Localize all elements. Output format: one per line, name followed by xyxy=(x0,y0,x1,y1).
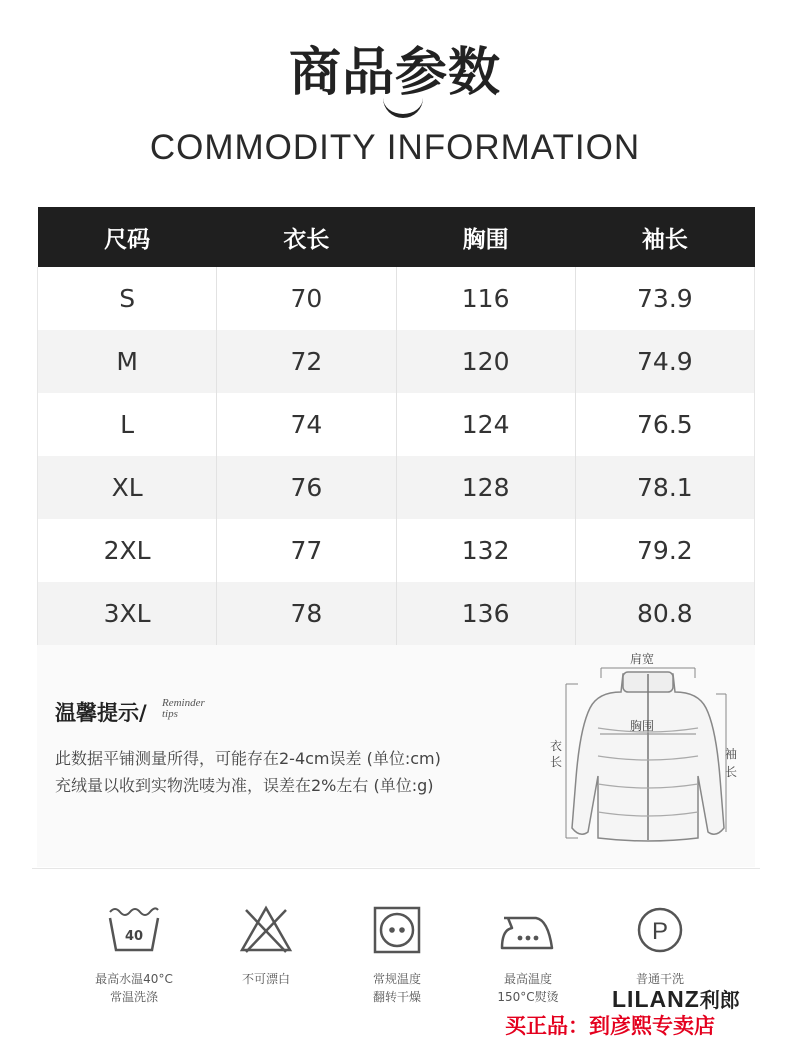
care-label-line1: 不可漂白 xyxy=(241,972,290,986)
table-row xyxy=(38,456,755,519)
table-row xyxy=(38,582,755,646)
cell-chest: 116 xyxy=(396,267,575,330)
tips-title-en-line1: Reminder xyxy=(162,697,205,709)
tips-line-measurement: 此数据平铺测量所得，可能存在2-4cm误差 (单位:cm) xyxy=(55,749,441,768)
care-item-dryclean xyxy=(585,904,735,988)
length-label-1: 衣 xyxy=(550,739,563,753)
length-label-2: 长 xyxy=(550,755,563,769)
column-header-chest: 胸围 xyxy=(396,207,575,267)
cell-size: S xyxy=(38,267,217,330)
cell-length: 77 xyxy=(217,519,396,582)
table-row xyxy=(38,393,755,456)
cell-sleeve: 79.2 xyxy=(575,519,754,582)
care-item-iron xyxy=(453,904,603,1006)
cell-length: 76 xyxy=(217,456,396,519)
care-label-line2: 150°C熨烫 xyxy=(497,990,559,1004)
cell-sleeve: 74.9 xyxy=(575,330,754,393)
store-banner: 买正品：到彦熙专卖店 xyxy=(505,1013,715,1038)
tips-title: 温馨提示/ xyxy=(55,701,147,725)
jacket-measure-diagram xyxy=(548,648,748,848)
cell-chest: 124 xyxy=(396,393,575,456)
cell-chest: 128 xyxy=(396,456,575,519)
brand-logo xyxy=(612,984,740,1013)
tips-line-down-fill: 充绒量以收到实物洗唛为准，误差在2%左右 (单位:g) xyxy=(55,776,434,795)
care-item-wash xyxy=(59,904,209,1006)
cell-chest: 120 xyxy=(396,330,575,393)
cell-sleeve: 78.1 xyxy=(575,456,754,519)
care-label-line1: 最高水温40°C xyxy=(95,972,173,986)
wash-40-icon xyxy=(106,904,162,956)
size-table xyxy=(37,207,755,646)
cell-length: 78 xyxy=(217,582,396,646)
care-item-bleach xyxy=(191,904,341,988)
cell-size: L xyxy=(38,393,217,456)
cell-size: M xyxy=(38,330,217,393)
care-label-line1: 最高温度 xyxy=(503,972,552,986)
column-header-sleeve: 袖长 xyxy=(575,207,754,267)
tumble-dry-icon xyxy=(369,904,425,956)
cell-chest: 132 xyxy=(396,519,575,582)
wash-temp-text: 40 xyxy=(124,929,144,944)
smile-decoration xyxy=(383,96,423,118)
tips-title-en-line2: tips xyxy=(162,708,178,720)
page-subtitle: COMMODITY INFORMATION xyxy=(149,128,641,167)
column-header-length: 衣长 xyxy=(217,207,396,267)
cell-size: 2XL xyxy=(38,519,217,582)
cell-size: 3XL xyxy=(38,582,217,646)
page-title: 商品参数 xyxy=(288,43,501,103)
cell-sleeve: 73.9 xyxy=(575,267,754,330)
care-label-line2: 常温洗涤 xyxy=(109,990,158,1004)
cell-chest: 136 xyxy=(396,582,575,646)
dry-clean-letter: P xyxy=(651,918,669,945)
table-row xyxy=(38,330,755,393)
section-divider xyxy=(32,868,760,869)
cell-size: XL xyxy=(38,456,217,519)
dry-clean-p-icon xyxy=(632,904,688,956)
cell-sleeve: 76.5 xyxy=(575,393,754,456)
tips-title-en xyxy=(162,698,205,720)
table-row xyxy=(38,267,755,330)
iron-icon xyxy=(498,904,558,956)
care-label-line2: 翻转干燥 xyxy=(372,990,421,1004)
care-item-dry xyxy=(322,904,472,1006)
chest-label: 胸围 xyxy=(630,719,655,733)
table-header-row xyxy=(38,207,755,267)
cell-sleeve: 80.8 xyxy=(575,582,754,646)
table-row xyxy=(38,519,755,582)
care-label-line1: 普通干洗 xyxy=(635,972,684,986)
shoulder-label: 肩宽 xyxy=(630,652,655,666)
column-header-size: 尺码 xyxy=(38,207,217,267)
sleeve-label-2: 长 xyxy=(725,765,738,779)
brand-logo-cn: 利郎 xyxy=(699,988,740,1012)
cell-length: 74 xyxy=(217,393,396,456)
brand-logo-en: LILANZ xyxy=(612,986,700,1012)
cell-length: 70 xyxy=(217,267,396,330)
no-bleach-icon xyxy=(238,904,294,956)
sleeve-label-1: 袖 xyxy=(725,747,738,761)
care-label-line1: 常规温度 xyxy=(372,972,421,986)
cell-length: 72 xyxy=(217,330,396,393)
